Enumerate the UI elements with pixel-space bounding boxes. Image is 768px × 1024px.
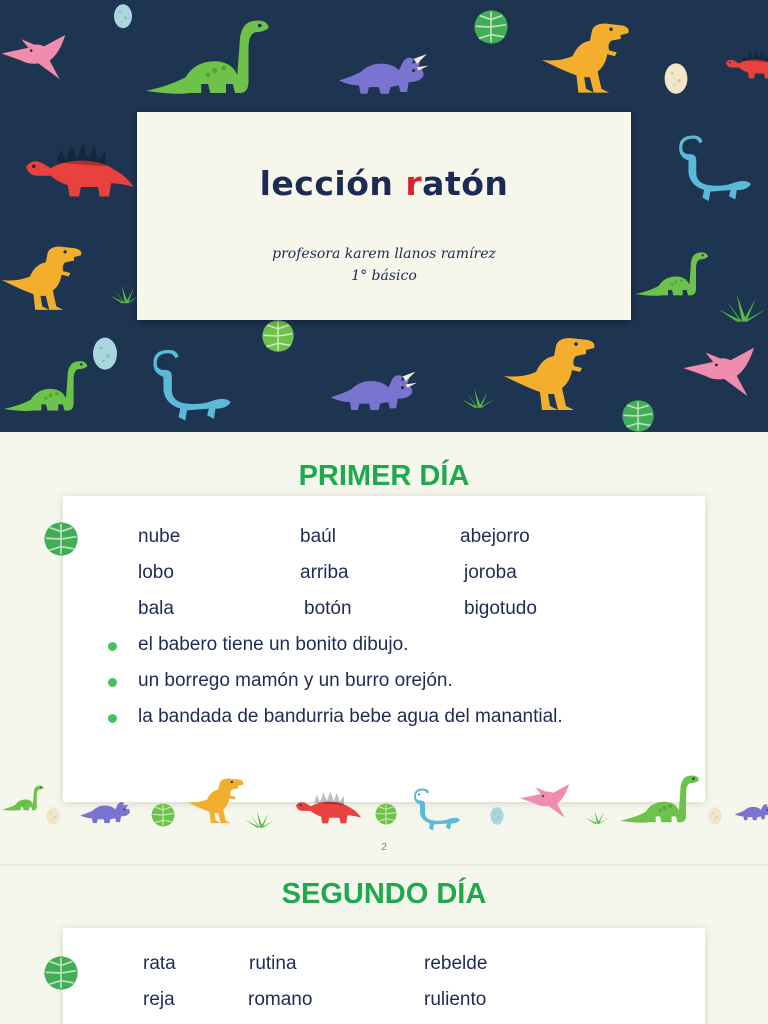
stegosaurus-icon <box>724 34 768 96</box>
day2-card <box>63 928 705 1024</box>
day1-card <box>63 496 705 802</box>
dinosaur-icon <box>134 12 282 102</box>
day1-heading: PRIMER DÍA <box>298 460 470 492</box>
triceratops-icon <box>74 794 138 828</box>
word: rutina <box>249 953 297 974</box>
monstera-leaf-icon <box>260 318 296 354</box>
title-card <box>137 112 631 320</box>
word: nube <box>138 526 181 547</box>
dinosaur-icon <box>632 228 712 320</box>
word: romano <box>248 989 313 1010</box>
monstera-leaf-icon <box>42 520 80 558</box>
word: bala <box>138 598 174 619</box>
monstera-leaf-icon <box>42 954 80 992</box>
word: rata <box>143 953 176 974</box>
word: abejorro <box>460 526 530 547</box>
word: bigotudo <box>464 598 537 619</box>
monstera-leaf-icon <box>472 8 510 46</box>
pterodactyl-icon <box>0 28 78 86</box>
dinosaur-icon <box>502 334 602 418</box>
day2-slide <box>0 866 768 1024</box>
triceratops-icon <box>330 44 436 102</box>
triceratops-icon <box>320 362 426 418</box>
sentence-text: un borrego mamón y un burro orejón. <box>138 670 453 691</box>
stegosaurus-icon <box>290 788 366 828</box>
monstera-leaf-icon <box>618 398 658 432</box>
fern-icon <box>716 290 768 322</box>
dinosaur-icon <box>614 770 706 828</box>
plesiosaur-icon <box>412 784 462 836</box>
egg-icon <box>88 332 122 372</box>
pterodactyl-icon <box>518 782 580 820</box>
fern-icon <box>584 806 610 826</box>
word: joroba <box>464 562 517 583</box>
bullet-icon <box>108 642 117 651</box>
lesson-title <box>137 164 631 203</box>
title-prefix: lección <box>259 164 406 203</box>
plesiosaur-icon <box>676 126 754 212</box>
egg-icon <box>660 58 692 96</box>
word: rebelde <box>424 953 488 974</box>
title-highlight-letter: r <box>405 164 423 203</box>
word: arriba <box>300 562 349 583</box>
egg-icon <box>488 804 506 826</box>
title-suffix: atón <box>422 164 509 203</box>
bullet-icon <box>108 678 117 687</box>
monstera-leaf-icon <box>374 802 398 826</box>
egg-icon <box>706 804 724 826</box>
word: botón <box>304 598 352 619</box>
dinosaur-icon <box>0 354 92 418</box>
fern-icon <box>244 808 276 828</box>
word: lobo <box>138 562 174 583</box>
dinosaur-icon <box>0 238 88 322</box>
word: reja <box>143 989 175 1010</box>
grade-label: 1° básico <box>351 268 417 284</box>
day2-heading: SEGUNDO DÍA <box>281 878 487 910</box>
monstera-leaf-icon <box>150 802 176 828</box>
sentence-text: el babero tiene un bonito dibujo. <box>138 634 409 655</box>
pterodactyl-icon <box>682 342 768 402</box>
sentence-text: la bandada de bandurria bebe agua del manantial. <box>138 706 563 727</box>
word: baúl <box>300 526 336 547</box>
teacher-name: profesora karem llanos ramírez <box>272 246 496 262</box>
fern-icon <box>460 380 496 414</box>
plesiosaur-icon <box>150 344 234 428</box>
cover-slide <box>0 0 768 432</box>
bullet-icon <box>108 714 117 723</box>
day1-slide <box>0 432 768 864</box>
word: ruliento <box>424 989 487 1010</box>
dinosaur-icon <box>186 776 248 828</box>
dinosaur-icon <box>540 18 636 102</box>
lesson-subtitle <box>137 243 631 287</box>
triceratops-icon <box>734 794 768 828</box>
egg-icon <box>44 804 62 826</box>
dinosaur-icon <box>0 770 46 826</box>
page-number: 2 <box>381 842 387 853</box>
stegosaurus-icon <box>20 138 138 204</box>
